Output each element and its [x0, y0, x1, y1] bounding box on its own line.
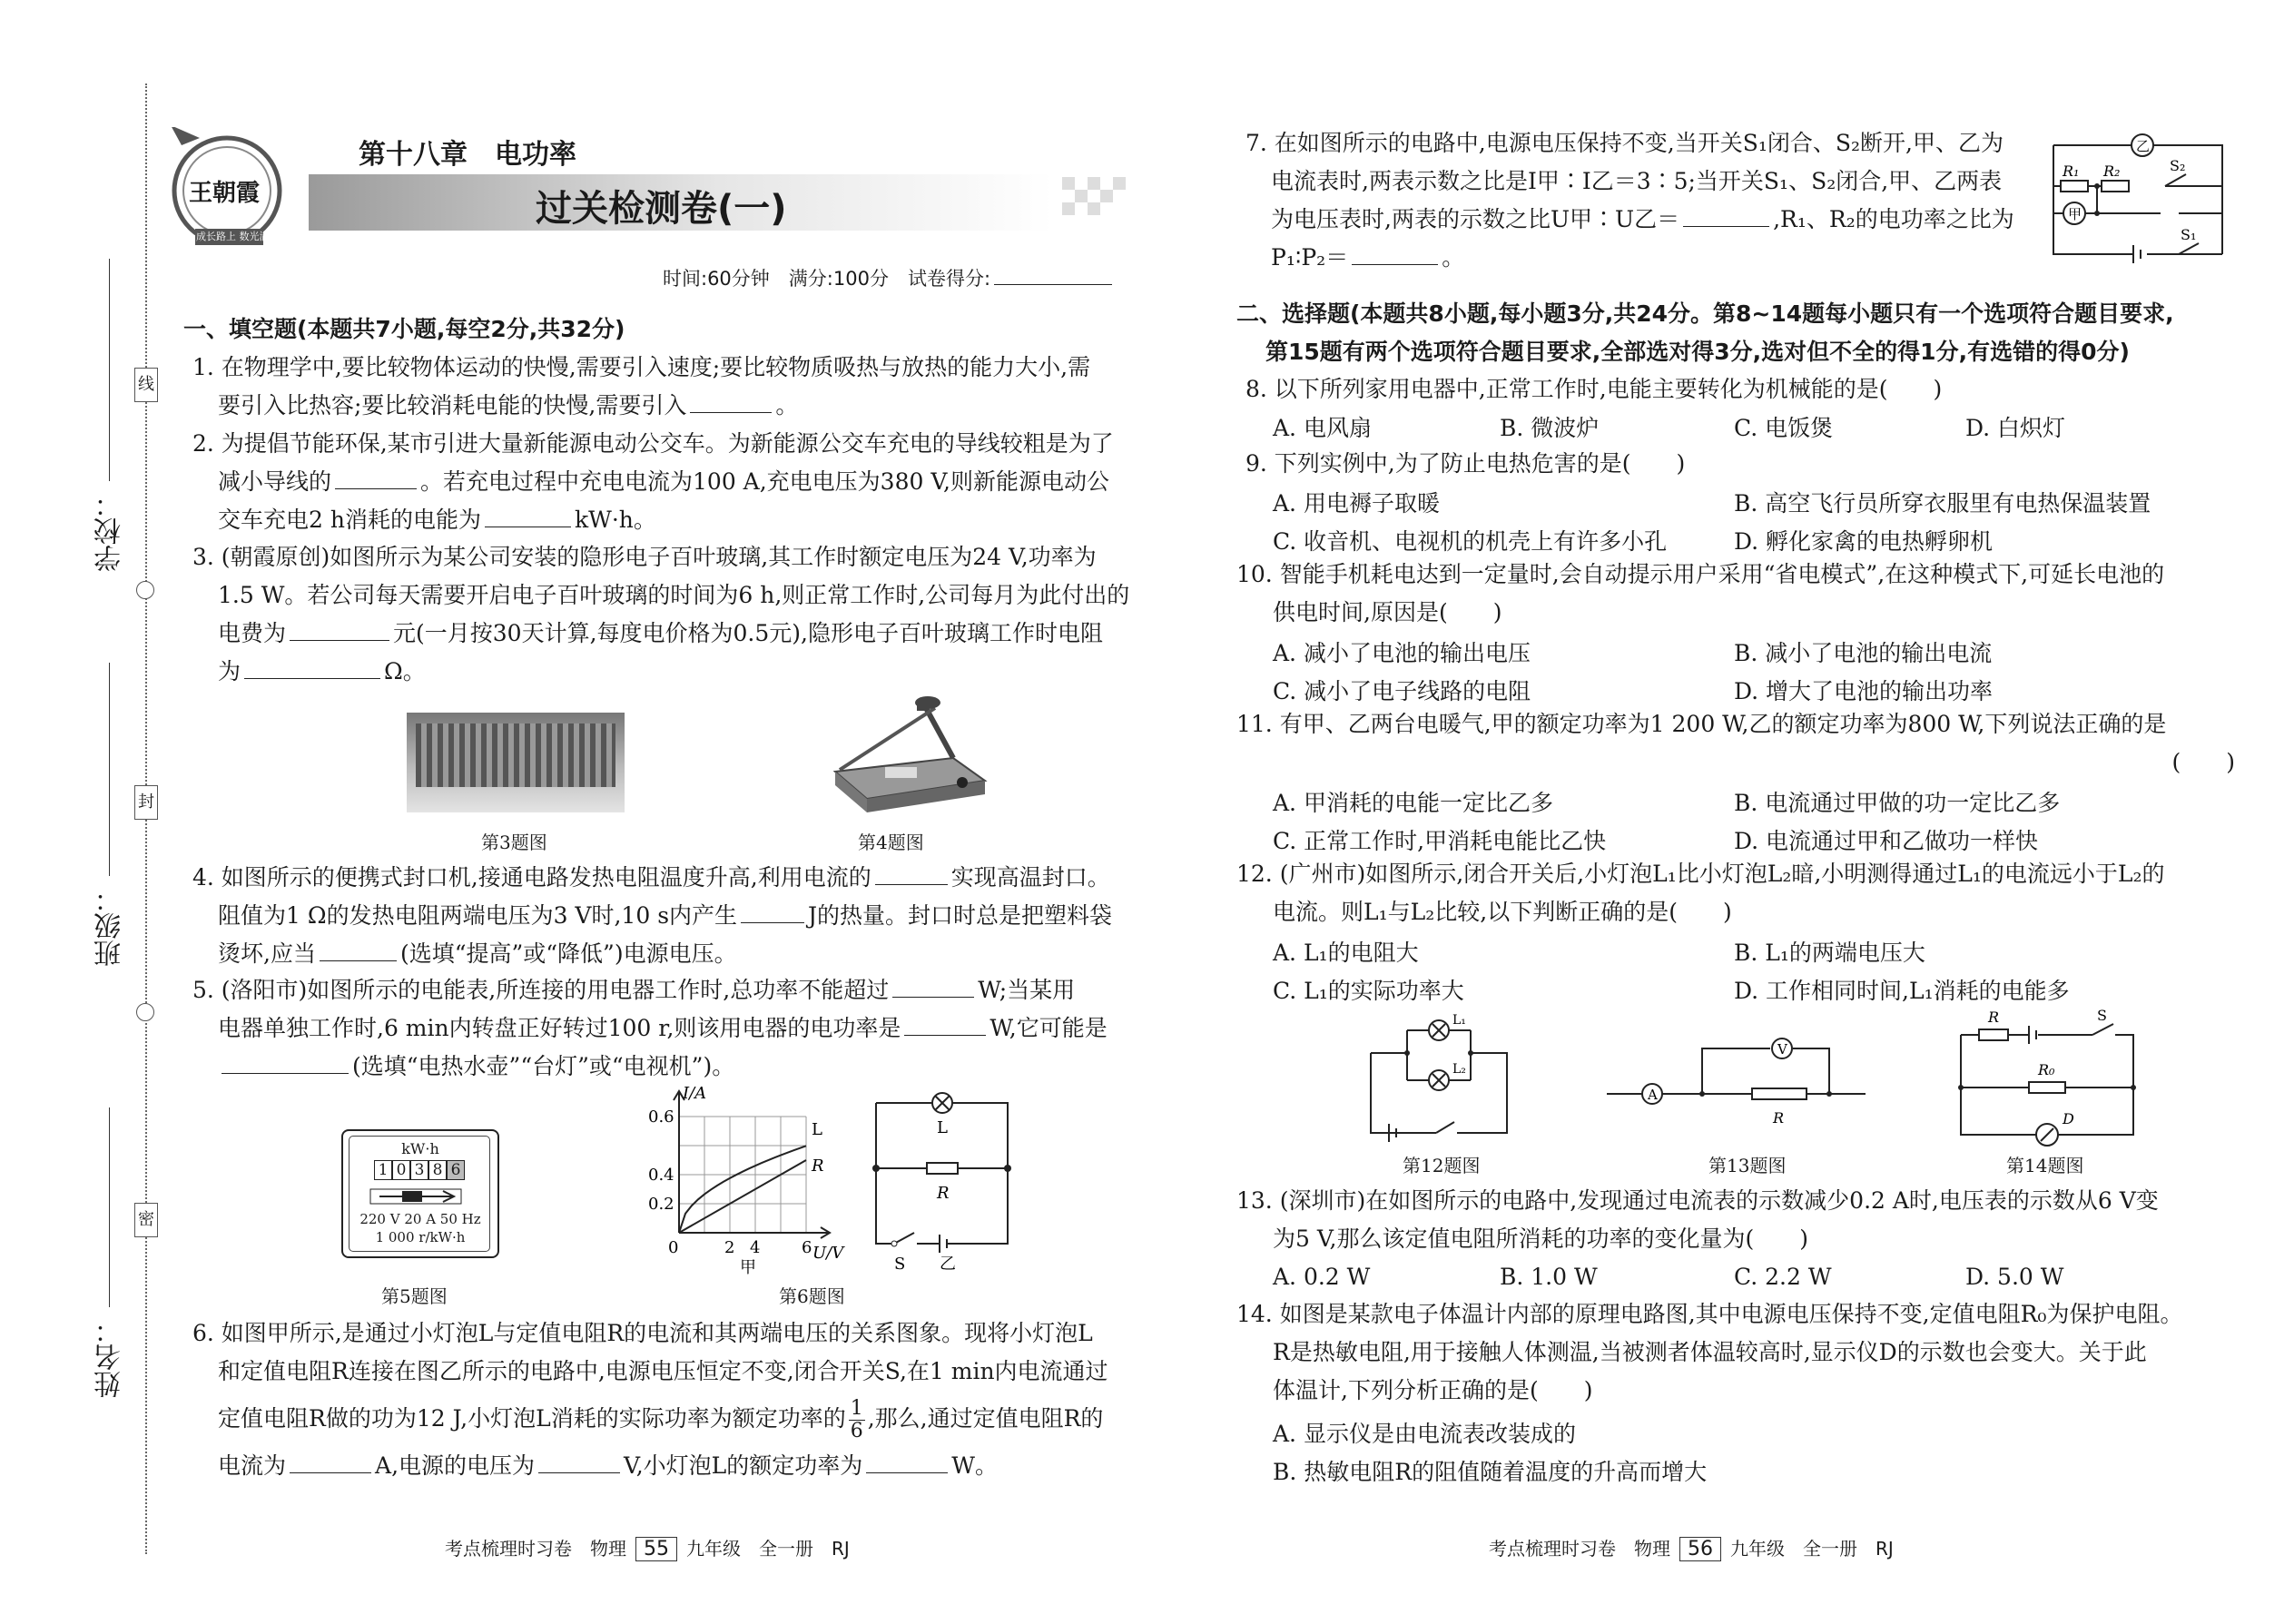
battery-icon [2029, 1026, 2036, 1044]
switch-icon [894, 1233, 914, 1244]
answer-blank[interactable] [1352, 239, 1438, 265]
ytick-label: 0.6 [648, 1107, 674, 1127]
answer-blank[interactable] [320, 935, 397, 961]
q11-option-c[interactable]: C. 正常工作时,甲消耗电能比乙快 [1273, 828, 1607, 854]
circuit6-lamp-label: L [937, 1118, 948, 1137]
q1-line2: 要引入比热容;要比较消耗电能的快慢,需要引入 [218, 392, 687, 418]
meter-digit: 1 [374, 1160, 392, 1180]
q11-option-a[interactable]: A. 甲消耗的电能一定比乙多 [1273, 790, 1553, 816]
q6-line1: 6. 如图甲所示,是通过小灯泡L与定值电阻R的电流和其两端电压的关系图象。现将小灯泡L [192, 1320, 1093, 1346]
resistor-r2-icon [2102, 181, 2129, 192]
fraction-one-sixth [849, 1398, 865, 1442]
q2-line2b: 。若充电过程中充电电流为100 A,充电电压为380 V,则新能源电动公 [420, 468, 1109, 495]
q3-line3a: 电费为 [218, 620, 287, 646]
q9-option-c[interactable]: C. 收音机、电视机的机壳上有许多小孔 [1273, 528, 1668, 555]
q8-option-a[interactable]: A. 电风扇 [1273, 415, 1372, 441]
meter-disc-arrow-icon [361, 1186, 479, 1207]
fig6-iu-graph [635, 1080, 858, 1275]
curve-lamp-l [679, 1146, 806, 1233]
answer-blank[interactable] [892, 971, 974, 998]
question-4 [192, 859, 1173, 973]
q12-option-c[interactable]: C. L₁的实际功率大 [1273, 978, 1464, 1004]
question-6 [192, 1314, 1173, 1485]
meter-digit: 6 [447, 1160, 465, 1180]
ytick-label: 0.2 [648, 1195, 674, 1214]
q13-line2: 为5 V,那么该定值电阻所消耗的功率的变化量为( ) [1273, 1225, 1808, 1252]
q8-option-b[interactable]: B. 微波炉 [1500, 415, 1600, 441]
q11-line1: 11. 有甲、乙两台电暖气,甲的额定功率为1 200 W,乙的额定功率为800 W,下列说法正确的是 [1236, 711, 2167, 737]
question-14 [1236, 1295, 2235, 1410]
resistor-icon [927, 1163, 958, 1174]
name-line[interactable] [109, 1107, 110, 1307]
school-line[interactable] [109, 259, 110, 481]
q2-line2a: 减小导线的 [218, 468, 332, 495]
graph-ylabel: I/A [683, 1084, 707, 1103]
page-title: 过关检测卷(一) [536, 188, 787, 230]
switch-s2-icon [2165, 174, 2186, 186]
exam-meta [663, 259, 1116, 291]
footer-left-grade: 九年级 全一册 RJ [686, 1538, 850, 1560]
chapter-title: 第十八章 电功率 [359, 139, 576, 171]
question-13 [1236, 1182, 2235, 1258]
xtick-label: 6 [802, 1238, 812, 1257]
answer-blank[interactable] [875, 859, 948, 885]
question-2 [192, 425, 1173, 539]
seal-mark-secret: 密 [134, 1203, 158, 1237]
xtick-label: 4 [750, 1238, 761, 1257]
q9-option-b[interactable]: B. 高空飞行员所穿衣服里有电热保温装置 [1734, 490, 2151, 517]
fig14-r0-label: R₀ [2038, 1061, 2055, 1078]
q10-line1: 10. 智能手机耗电达到一定量时,会自动提示用户采用“省电模式”,在这种模式下,可延长电池的 [1236, 561, 2165, 587]
q6-line3b: ,那么,通过定值电阻R的 [867, 1405, 1104, 1432]
q2-line3b: kW·h。 [574, 507, 656, 533]
q14-option-a[interactable]: A. 显示仪是由电流表改装成的 [1273, 1421, 1576, 1447]
meter-unit: kW·h [401, 1140, 439, 1157]
q6-line4b: A,电源的电压为 [375, 1452, 536, 1479]
circuit6-switch-label: S [894, 1255, 906, 1274]
q7-line3a: 为电压表时,两表的示数之比U甲∶U乙＝ [1271, 206, 1680, 232]
xtick-label: 2 [724, 1238, 735, 1257]
q7-circuit [2033, 118, 2229, 277]
fig12-l1-label: L₁ [1452, 1013, 1466, 1028]
q10-option-b[interactable]: B. 减小了电池的输出电流 [1734, 640, 1993, 666]
answer-blank[interactable] [690, 387, 772, 413]
q3-line3b: 元(一月按30天计算,每度电价格为0.5元),隐形电子百叶玻璃工作时电阻 [393, 620, 1103, 646]
fig6-caption: 第6题图 [779, 1285, 845, 1307]
meter-digit: 0 [392, 1160, 410, 1180]
binding-hole-icon [136, 1003, 154, 1021]
fraction-numerator: 1 [850, 1397, 863, 1420]
q10-line2: 供电时间,原因是( ) [1273, 599, 1502, 625]
q9-option-a[interactable]: A. 用电褥子取暖 [1273, 490, 1440, 517]
q12-option-a[interactable]: A. L₁的电阻大 [1273, 940, 1419, 966]
q13-option-d[interactable]: D. 5.0 W [1965, 1264, 2064, 1290]
fig13-circuit [1602, 1021, 1875, 1130]
question-8: 8. 以下所列家用电器中,正常工作时,电能主要转化为机械能的是( ) [1245, 376, 1943, 402]
circuit7-meter1-label: 乙 [2136, 138, 2151, 154]
graph-y-axis [674, 1091, 684, 1233]
answer-blank[interactable] [244, 653, 380, 679]
meter-spec1: 220 V 20 A 50 Hz [359, 1211, 481, 1227]
q6-line2: 和定值电阻R连接在图乙所示的电路中,电源电压恒定不变,闭合开关S,在1 min内电流通过 [218, 1358, 1108, 1384]
q5-line1b: W;当某用 [978, 977, 1076, 1003]
ytick-label: 0.4 [648, 1166, 674, 1185]
section2-heading-line2: 第15题有两个选项符合题目要求,全部选对得3分,选对但不全的得1分,有选错的得0分) [1265, 339, 2130, 365]
q13-option-c[interactable]: C. 2.2 W [1734, 1264, 1832, 1290]
q1-line1: 1. 在物理学中,要比较物体运动的快慢,需要引入速度;要比较物质吸热与放热的能力大小,需 [192, 354, 1091, 380]
logo-ribbon: 成长路上 数光满天 [196, 231, 280, 242]
circuit7-s1-label: S₁ [2181, 226, 2197, 243]
circuit7-r1-label: R₁ [2063, 162, 2080, 180]
fig13-caption: 第13题图 [1708, 1155, 1787, 1176]
seal-mark-seal: 封 [134, 785, 158, 820]
q12-option-b[interactable]: B. L₁的两端电压大 [1734, 940, 1925, 966]
circuit7-meter2-label: 甲 [2068, 206, 2082, 222]
q6-line3a: 定值电阻R做的功为12 J,小灯泡L消耗的实际功率为额定功率的 [218, 1405, 846, 1432]
q13-option-b[interactable]: B. 1.0 W [1500, 1264, 1598, 1290]
q5-line1a: 5. (洛阳市)如图所示的电能表,所连接的用电器工作时,总功率不能超过 [192, 977, 890, 1003]
q13-option-a[interactable]: A. 0.2 W [1273, 1264, 1371, 1290]
q1-end: 。 [775, 392, 799, 418]
name-label: 姓名： [94, 1316, 126, 1398]
q7-line3b: ,R₁、R₂的电功率之比为 [1773, 206, 2014, 232]
fraction-denominator: 6 [850, 1420, 863, 1442]
question-9: 9. 下列实例中,为了防止电热危害的是( ) [1245, 450, 1686, 477]
q7-line4b: 。 [1442, 244, 1465, 271]
q6-line4d: W。 [951, 1452, 998, 1479]
header-banner [163, 127, 1162, 245]
meter-spec2: 1 000 r/kW·h [375, 1229, 466, 1245]
circuit6-res-label: R [937, 1184, 950, 1203]
class-label: 班级： [94, 885, 126, 967]
fig14-d-label: D [2063, 1110, 2074, 1127]
q4-line2a: 阻值为1 Ω的发热电阻两端电压为3 V时,10 s内产生 [218, 902, 738, 929]
meter-digit: 8 [428, 1160, 447, 1180]
q4-line3b: (选填“提高”或“降低”)电源电压。 [399, 940, 737, 967]
switch-s1-icon [2179, 243, 2199, 254]
q6-line4c: V,小灯泡L的额定功率为 [624, 1452, 863, 1479]
fig14-caption: 第14题图 [2006, 1155, 2084, 1176]
q7-line4a: P₁∶P₂＝ [1271, 244, 1349, 271]
fig4-sealer-image [817, 681, 999, 817]
q14-line1: 14. 如图是某款电子体温计内部的原理电路图,其中电源电压保持不变,定值电阻R₀为保护电阻。 [1236, 1301, 2183, 1327]
graph-grid [679, 1117, 806, 1233]
thermistor-icon [1979, 1029, 2008, 1040]
q13-line1: 13. (深圳市)在如图所示的电路中,发现通过电流表的示数减少0.2 A时,电压表的示数从6 V变 [1236, 1187, 2159, 1214]
q2-line1: 2. 为提倡节能环保,某市引进大量新能源电动公交车。为新能源公交车充电的导线较粗是为了 [192, 430, 1114, 457]
q8-option-d[interactable]: D. 白炽灯 [1965, 415, 2066, 441]
answer-blank[interactable] [290, 1447, 371, 1473]
q4-line3a: 烫坏,应当 [218, 940, 316, 967]
switch-icon [2092, 1024, 2113, 1035]
page-number-right: 56 [1679, 1537, 1721, 1561]
fig3-caption: 第3题图 [481, 832, 547, 853]
q7-line2: 电流表时,两表示数之比是I甲∶I乙＝3∶5;当开关S₁、S₂闭合,甲、乙两表 [1271, 168, 2003, 194]
footer-right-book: 考点梳理时习卷 物理 [1489, 1538, 1670, 1560]
q5-line2b: W,它可能是 [989, 1015, 1108, 1041]
question-5 [192, 971, 1173, 1086]
fig5-energy-meter [341, 1129, 499, 1258]
fig13-r-label: R [1773, 1109, 1785, 1127]
battery-icon [2133, 245, 2141, 263]
exam-meta-text: 时间:60分钟 满分:100分 试卷得分: [663, 268, 991, 290]
answer-blank[interactable] [290, 615, 389, 641]
seal-mark-line: 线 [134, 368, 158, 402]
q10-option-d[interactable]: D. 增大了电池的输出功率 [1734, 678, 1994, 704]
circuit7-s2-label: S₂ [2170, 157, 2186, 174]
q12-option-d[interactable]: D. 工作相同时间,L₁消耗的电能多 [1734, 978, 2070, 1004]
resistor-icon [1752, 1088, 1807, 1099]
q7-line1: 7. 在如图所示的电路中,电源电压保持不变,当开关S₁闭合、S₂断开,甲、乙为 [1245, 130, 2004, 156]
answer-blank[interactable] [904, 1009, 986, 1036]
fig13-v-label: V [1777, 1041, 1787, 1058]
resistor-r1-icon [2061, 181, 2088, 192]
binding-hole-icon [136, 581, 154, 599]
class-line[interactable] [109, 663, 110, 876]
meter-digit: 3 [410, 1160, 428, 1180]
question-12 [1236, 855, 2235, 931]
answer-blank[interactable] [222, 1048, 349, 1074]
section1-heading: 一、填空题(本题共7小题,每空2分,共32分) [183, 316, 625, 342]
page-number-left: 55 [635, 1537, 677, 1561]
answer-blank[interactable] [485, 501, 571, 527]
battery-icon [940, 1235, 947, 1253]
q10-option-c[interactable]: C. 减小了电子线路的电阻 [1273, 678, 1531, 704]
graph-xlabel: U/V [812, 1244, 844, 1263]
xtick-label: 0 [668, 1238, 679, 1257]
question-10 [1236, 556, 2235, 632]
answer-blank[interactable] [741, 897, 804, 923]
resistor-r0-icon [2029, 1082, 2065, 1093]
fig12-l2-label: L₂ [1452, 1062, 1466, 1077]
section2-heading-line1: 二、选择题(本题共8小题,每小题3分,共24分。第8~14题每小题只有一个选项符合题目要求, [1236, 300, 2174, 327]
q4-line1a: 4. 如图所示的便携式封口机,接通电路发热电阻温度升高,利用电流的 [192, 864, 871, 891]
q11-option-d[interactable]: D. 电流通过甲和乙做功一样快 [1734, 828, 2039, 854]
q5-line2a: 电器单独工作时,6 min内转盘正好转过100 r,则该用电器的电功率是 [218, 1015, 901, 1041]
q11-option-b[interactable]: B. 电流通过甲做的功一定比乙多 [1734, 790, 2061, 816]
fig14-s-label: S [2097, 1008, 2107, 1024]
fig4-caption: 第4题图 [858, 832, 924, 853]
question-1 [192, 349, 1173, 425]
fig13-a-label: A [1648, 1087, 1658, 1103]
circuit6-sublabel: 乙 [940, 1255, 956, 1274]
meter-digits [374, 1160, 465, 1180]
switch-icon [1436, 1122, 1454, 1133]
footer-left-book: 考点梳理时习卷 物理 [445, 1538, 626, 1560]
answer-blank[interactable] [866, 1447, 948, 1473]
fig3-blinds-photo [407, 713, 625, 812]
q12-line2: 电流。则L₁与L₂比较,以下判断正确的是( ) [1273, 899, 1732, 925]
q14-option-b[interactable]: B. 热敏电阻R的阻值随着温度的升高而增大 [1273, 1459, 1708, 1485]
q4-line2b: J的热量。封口时总是把塑料袋 [808, 902, 1113, 929]
q4-line1b: 实现高温封口。 [950, 864, 1110, 891]
q6-line4a: 电流为 [218, 1452, 287, 1479]
fig12-circuit [1362, 1008, 1543, 1144]
curve-label-r: R [812, 1156, 824, 1176]
score-blank[interactable] [994, 259, 1112, 285]
q3-line4a: 为 [218, 658, 241, 684]
school-label: 学校： [94, 490, 126, 572]
q3-line4b: Ω。 [384, 658, 426, 684]
question-11 [1236, 705, 2235, 782]
q3-line2: 1.5 W。若公司每天需要开启电子百叶玻璃的时间为6 h,则正常工作时,公司每月为此付出的 [218, 582, 1130, 608]
circuit7-r2-label: R₂ [2103, 162, 2121, 180]
footer-left [445, 1534, 850, 1561]
graph-x-axis [679, 1227, 830, 1238]
q14-line3: 体温计,下列分析正确的是( ) [1273, 1377, 1593, 1403]
answer-blank[interactable] [1683, 201, 1769, 227]
answer-blank[interactable] [335, 463, 417, 489]
footer-right-grade: 九年级 全一册 RJ [1730, 1538, 1894, 1560]
q5-line3: (选填“电热水壶”“台灯”或“电视机”)。 [352, 1053, 735, 1079]
answer-blank[interactable] [538, 1447, 620, 1473]
question-7 [1245, 124, 2026, 277]
question-3 [192, 538, 1173, 691]
q3-line1: 3. (朝霞原创)如图所示为某公司安装的隐形电子百叶玻璃,其工作时额定电压为24 V,功率为 [192, 544, 1097, 570]
q11-bracket: ( ) [2171, 749, 2235, 775]
q9-option-d[interactable]: D. 孵化家禽的电热孵卵机 [1734, 528, 1994, 555]
fig14-circuit [1952, 1008, 2151, 1153]
q8-option-c[interactable]: C. 电饭煲 [1734, 415, 1834, 441]
fig14-r-label: R [1988, 1009, 2000, 1026]
footer-right [1489, 1534, 1894, 1561]
fig12-caption: 第12题图 [1403, 1155, 1481, 1176]
q2-line3a: 交车充电2 h消耗的电能为 [218, 507, 481, 533]
fig6-circuit [867, 1085, 1021, 1275]
logo-text: 王朝霞 [189, 180, 261, 207]
q10-option-a[interactable]: A. 减小了电池的输出电压 [1273, 640, 1531, 666]
q12-line1: 12. (广州市)如图所示,闭合开关后,小灯泡L₁比小灯泡L₂暗,小明测得通过L₁的电流远小于L₂的 [1236, 861, 2165, 887]
graph-sublabel: 甲 [740, 1258, 756, 1275]
fig5-caption: 第5题图 [381, 1285, 448, 1307]
q14-line2: R是热敏电阻,用于接触人体测温,当被测者体温较高时,显示仪D的示数也会变大。关于此 [1273, 1339, 2147, 1365]
curve-label-l: L [812, 1120, 822, 1139]
